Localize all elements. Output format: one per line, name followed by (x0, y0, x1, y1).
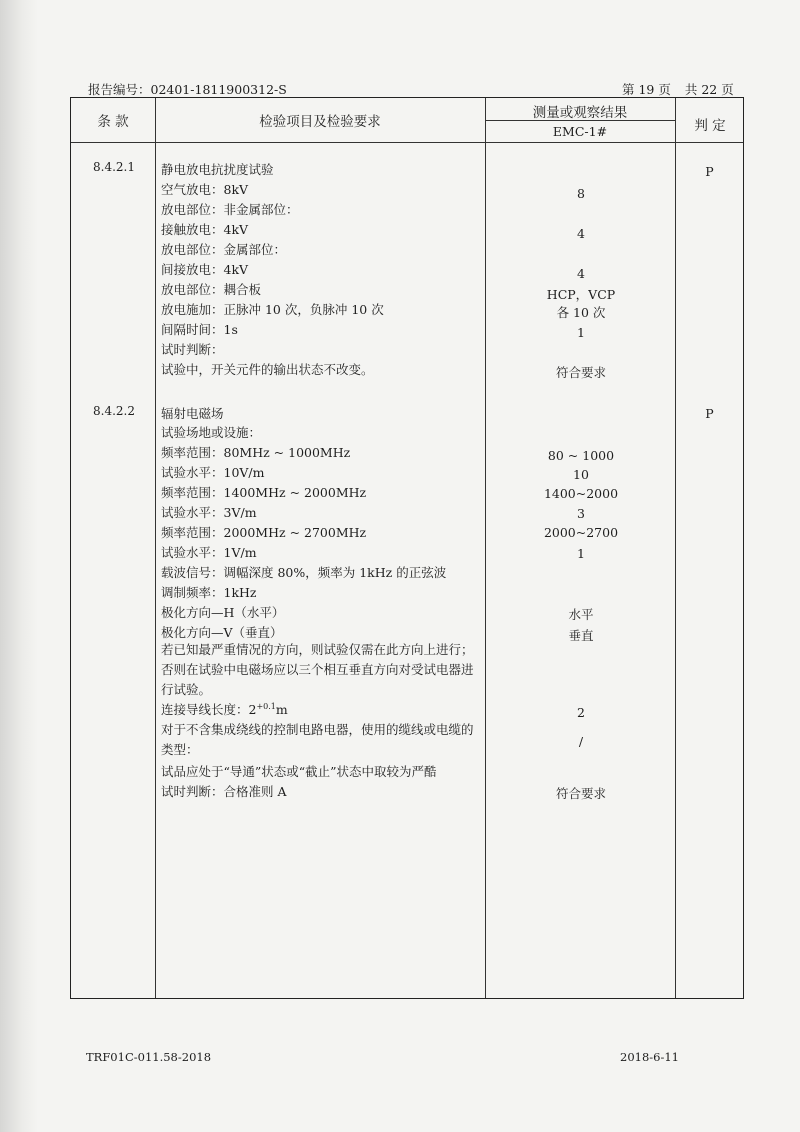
col-divider (675, 98, 676, 998)
item-text: 试验水平：1V/m (161, 545, 257, 560)
result-value: HCP，VCP (546, 287, 616, 302)
item-text: 放电部位：金属部位： (161, 242, 287, 257)
report-number: 报告编号：02401-1811900312-S (88, 82, 287, 97)
result-value: 1 (577, 546, 585, 561)
binding-shadow (0, 0, 38, 1132)
item-text: 若已知最严重情况的方向，则试验仅需在此方向上进行；否则在试验中电磁场应以三个相互垂直方向对受试电器进行试验。 (161, 642, 474, 697)
item-text: 接触放电：4kV (161, 222, 249, 237)
item-text: 对于不含集成绕线的控制电路电器，使用的缆线或电缆的类型： (161, 722, 474, 757)
item-text: 试时判断：合格准则 A (161, 784, 287, 799)
item-text: 试验场地或设施： (161, 425, 262, 440)
col-clause-header: 条 款 (97, 114, 129, 130)
inspection-table (70, 97, 744, 999)
clause-number: 8.4.2.2 (93, 404, 135, 418)
result-value: 2000~2700 (543, 525, 619, 540)
item-text: 频率范围：1400MHz ~ 2000MHz (161, 485, 367, 500)
footer-date: 2018-6-11 (620, 1050, 679, 1064)
item-text: 频率范围：2000MHz ~ 2700MHz (161, 525, 367, 540)
item-text: 静电放电抗扰度试验 (161, 162, 274, 177)
page-total: 共 22 页 (684, 82, 734, 97)
result-value: 水平 (568, 607, 594, 622)
item-text-superscript: +0.1 (256, 701, 276, 711)
result-value: 各 10 次 (556, 305, 606, 320)
item-text: 放电部位：非金属部位： (161, 202, 299, 217)
result-value: 10 (573, 467, 589, 482)
result-value: 符合要求 (555, 365, 606, 380)
item-text: 试验水平：10V/m (161, 465, 265, 480)
result-value: 2 (577, 705, 585, 720)
item-text: 试验水平：3V/m (161, 505, 257, 520)
result-value: 8 (577, 186, 585, 201)
item-text: 空气放电：8kV (161, 182, 249, 197)
col-verdict-header: 判 定 (694, 118, 726, 134)
verdict: P (705, 406, 714, 421)
col-sample-header: EMC-1# (552, 124, 608, 139)
item-text: 放电施加：正脉冲 10 次，负脉冲 10 次 (161, 302, 384, 317)
col-result-header: 测量或观察结果 (532, 105, 628, 121)
item-text-part: 连接导线长度：2 (161, 702, 257, 717)
result-value: 1400~2000 (543, 486, 619, 501)
result-value: / (578, 734, 584, 749)
item-text: 频率范围：80MHz ~ 1000MHz (161, 445, 351, 460)
item-text: 试时判断： (161, 342, 224, 357)
result-value: 4 (577, 266, 585, 281)
header-divider (71, 142, 743, 143)
result-value: 3 (577, 506, 585, 521)
item-text-part: m (275, 702, 288, 717)
verdict: P (705, 164, 714, 179)
result-value: 4 (577, 226, 585, 241)
result-value: 1 (577, 325, 585, 340)
result-value: 符合要求 (555, 786, 606, 801)
item-text: 试验中，开关元件的输出状态不改变。 (161, 362, 374, 377)
item-text: 调制频率：1kHz (161, 585, 257, 600)
item-text: 辐射电磁场 (161, 406, 224, 421)
item-text: 极化方向—V（垂直） (161, 625, 283, 640)
item-text: 间隔时间：1s (161, 322, 238, 337)
result-value: 80 ~ 1000 (547, 448, 615, 463)
item-text: 极化方向—H（水平） (161, 605, 285, 620)
item-text: 间接放电：4kV (161, 262, 249, 277)
form-number: TRF01C-011.58-2018 (86, 1050, 212, 1064)
item-text (161, 700, 288, 718)
result-value: 垂直 (568, 628, 594, 643)
item-text: 放电部位：耦合板 (161, 282, 262, 297)
col-divider (155, 98, 156, 998)
item-text: 试品应处于“导通”状态或“截止”状态中取较为严酷 (161, 764, 437, 779)
clause-number: 8.4.2.1 (93, 160, 135, 174)
page-number: 第 19 页 (622, 82, 671, 97)
col-divider (485, 98, 486, 998)
page-indicator (622, 80, 748, 98)
item-text: 载波信号：调幅深度 80%，频率为 1kHz 的正弦波 (161, 565, 447, 580)
col-item-header: 检验项目及检验要求 (259, 114, 381, 130)
